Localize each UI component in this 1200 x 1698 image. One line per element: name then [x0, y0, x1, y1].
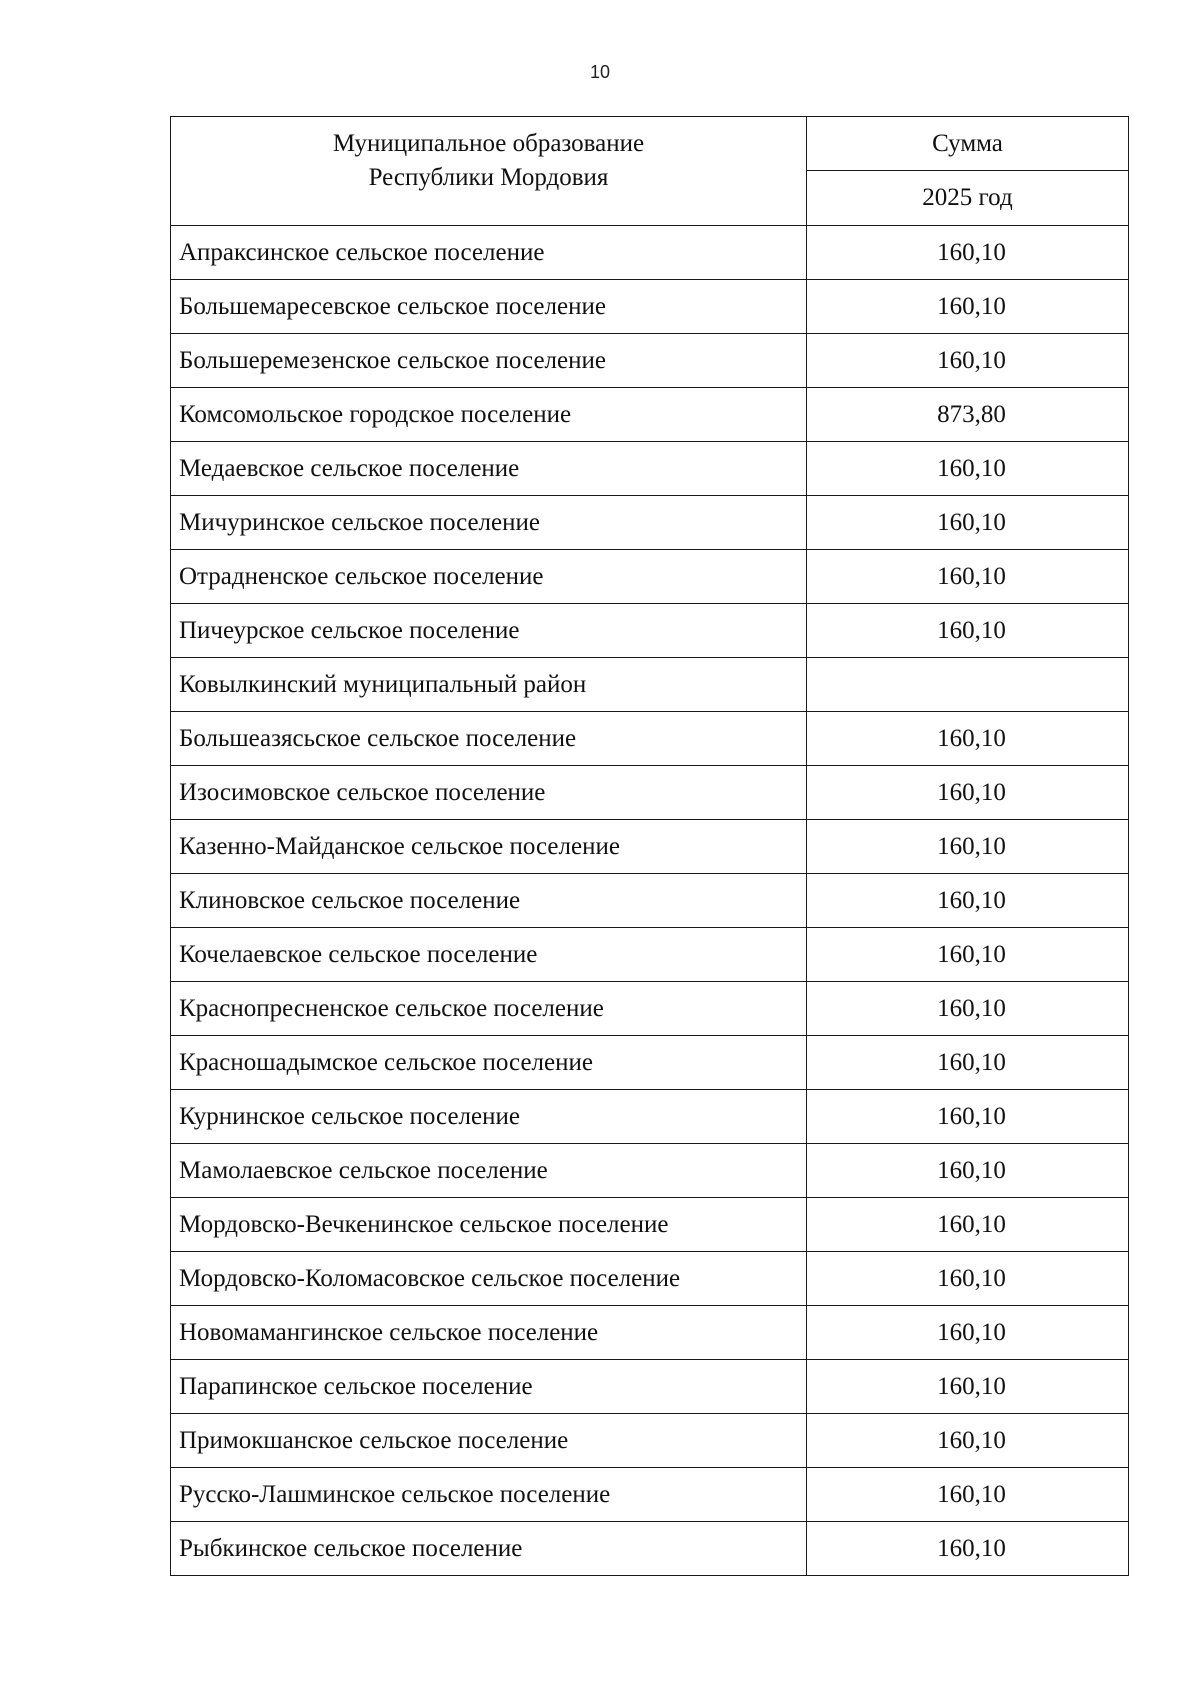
table-row	[171, 1360, 1129, 1414]
sum-cell: 160,10	[807, 928, 1129, 982]
sum-cell: 160,10	[807, 1522, 1129, 1576]
header-municipality-line2: Республики Мордовия	[368, 164, 609, 191]
municipality-name-cell: Большемаресевское сельское поселение	[171, 280, 807, 334]
municipality-name-cell: Апраксинское сельское поселение	[171, 226, 807, 280]
table-row	[171, 712, 1129, 766]
municipality-name-cell: Красношадымское сельское поселение	[171, 1036, 807, 1090]
sum-cell: 160,10	[807, 1360, 1129, 1414]
sum-cell: 160,10	[807, 874, 1129, 928]
table-row	[171, 496, 1129, 550]
municipality-name-cell: Новомамангинское сельское поселение	[171, 1306, 807, 1360]
municipality-name-cell: Примокшанское сельское поселение	[171, 1414, 807, 1468]
municipality-name-cell: Рыбкинское сельское поселение	[171, 1522, 807, 1576]
sum-cell: 160,10	[807, 604, 1129, 658]
sum-cell: 873,80	[807, 388, 1129, 442]
table-row	[171, 334, 1129, 388]
sum-cell: 160,10	[807, 1468, 1129, 1522]
municipality-name-cell: Медаевское сельское поселение	[171, 442, 807, 496]
municipality-name-cell: Казенно-Майданское сельское поселение	[171, 820, 807, 874]
sum-cell: 160,10	[807, 334, 1129, 388]
sum-cell: 160,10	[807, 982, 1129, 1036]
sum-cell: 160,10	[807, 712, 1129, 766]
table-row	[171, 442, 1129, 496]
sum-cell: 160,10	[807, 550, 1129, 604]
table-row	[171, 550, 1129, 604]
table-row	[171, 982, 1129, 1036]
sum-cell: 160,10	[807, 496, 1129, 550]
header-sum: Сумма	[807, 117, 1129, 171]
municipality-name-cell: Русско-Лашминское сельское поселение	[171, 1468, 807, 1522]
table-row	[171, 1468, 1129, 1522]
sum-cell: 160,10	[807, 1252, 1129, 1306]
table-row	[171, 1414, 1129, 1468]
header-municipality-line1: Муниципальное образование	[332, 130, 645, 157]
table-row	[171, 604, 1129, 658]
sum-cell: 160,10	[807, 1090, 1129, 1144]
sum-cell: 160,10	[807, 226, 1129, 280]
municipality-name-cell: Пичеурское сельское поселение	[171, 604, 807, 658]
table-row	[171, 280, 1129, 334]
municipality-name-cell: Отрадненское сельское поселение	[171, 550, 807, 604]
municipality-name-cell: Курнинское сельское поселение	[171, 1090, 807, 1144]
municipality-name-cell: Ковылкинский муниципальный район	[171, 658, 807, 712]
table-row	[171, 658, 1129, 712]
table-row	[171, 874, 1129, 928]
municipality-name-cell: Большеремезенское сельское поселение	[171, 334, 807, 388]
table-row	[171, 1144, 1129, 1198]
page-number: 10	[589, 62, 611, 82]
table-row	[171, 928, 1129, 982]
table-header-row	[171, 117, 1129, 171]
table-row	[171, 1252, 1129, 1306]
sum-cell: 160,10	[807, 820, 1129, 874]
municipality-name-cell: Парапинское сельское поселение	[171, 1360, 807, 1414]
municipality-name-cell: Мичуринское сельское поселение	[171, 496, 807, 550]
sum-cell	[807, 658, 1129, 712]
municipality-name-cell: Мордовско-Вечкенинское сельское поселение	[171, 1198, 807, 1252]
sum-cell: 160,10	[807, 766, 1129, 820]
municipality-name-cell: Мамолаевское сельское поселение	[171, 1144, 807, 1198]
municipality-name-cell: Большеазясьское сельское поселение	[171, 712, 807, 766]
municipality-name-cell: Кочелаевское сельское поселение	[171, 928, 807, 982]
sum-cell: 160,10	[807, 280, 1129, 334]
table-row	[171, 388, 1129, 442]
table-row	[171, 1198, 1129, 1252]
sum-cell: 160,10	[807, 1198, 1129, 1252]
municipality-name-cell: Краснопресненское сельское поселение	[171, 982, 807, 1036]
header-municipality	[171, 117, 807, 226]
municipality-name-cell: Комсомольское городское поселение	[171, 388, 807, 442]
sum-cell: 160,10	[807, 1306, 1129, 1360]
sum-cell: 160,10	[807, 1036, 1129, 1090]
table-row	[171, 1090, 1129, 1144]
table-row	[171, 1306, 1129, 1360]
header-year: 2025 год	[807, 171, 1129, 226]
sum-cell: 160,10	[807, 1414, 1129, 1468]
municipality-name-cell: Клиновское сельское поселение	[171, 874, 807, 928]
table-row	[171, 1522, 1129, 1576]
table-row	[171, 1036, 1129, 1090]
table-row	[171, 226, 1129, 280]
table-row	[171, 820, 1129, 874]
table-row	[171, 766, 1129, 820]
municipality-name-cell: Изосимовское сельское поселение	[171, 766, 807, 820]
municipality-name-cell: Мордовско-Коломасовское сельское поселение	[171, 1252, 807, 1306]
budget-table	[170, 116, 1129, 1576]
sum-cell: 160,10	[807, 442, 1129, 496]
sum-cell: 160,10	[807, 1144, 1129, 1198]
